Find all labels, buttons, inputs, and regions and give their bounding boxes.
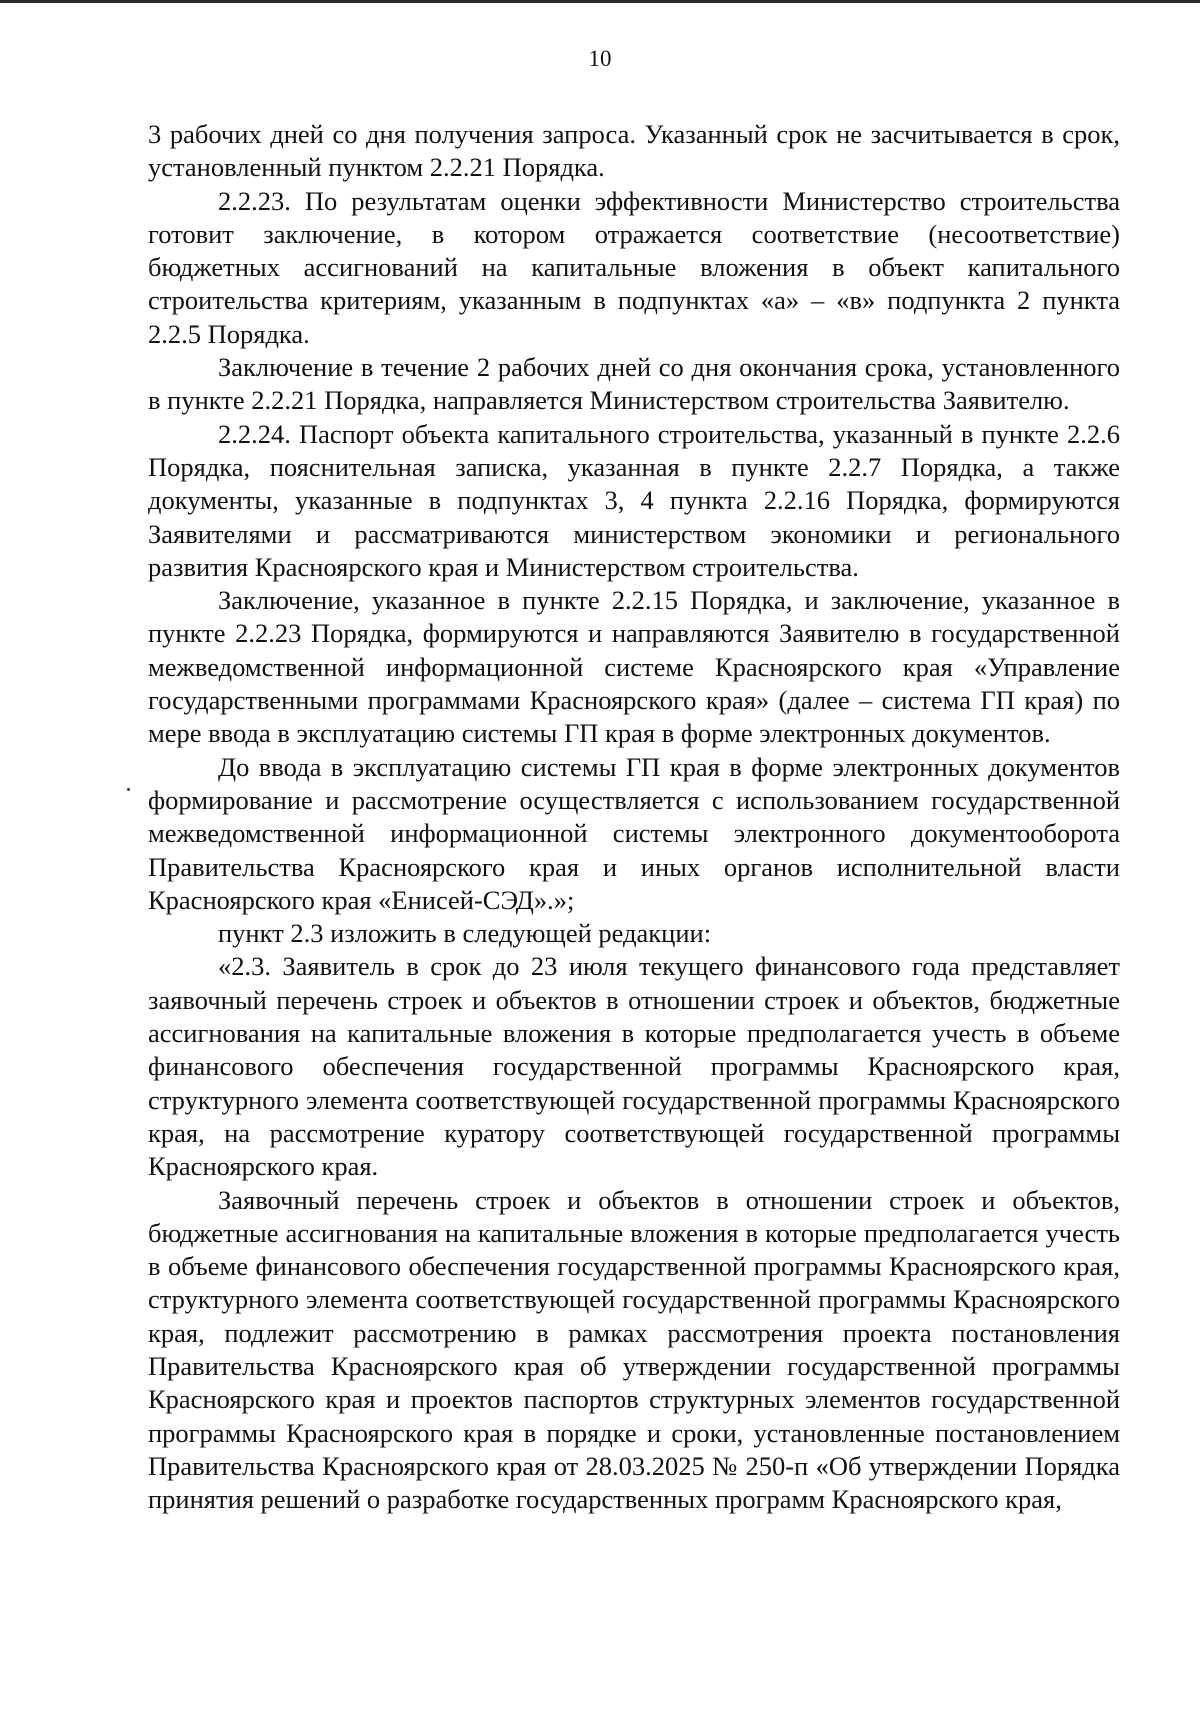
paragraph-4: 2.2.24. Паспорт объекта капитального строительства, указанный в пункте 2.2.6 Порядка, пояснительная записка, указанная в пункте 2.2.7 Порядка, а также документы, указанные в подпунктах 3, 4 пункта 2.2.16 Порядка, формируются Заявителями и рассматриваются министерством экономики и регионального развития Красноярского края и Министерством строительства. [148,418,1120,582]
paragraph-6: До ввода в эксплуатацию системы ГП края в форме электронных документов формирование и рассмотрение осуществляется с использованием государственной межведомственной информационной системы электронного документооборота Правительства Красноярского края и иных органов исполнительной власти Красноярского края «Енисей-СЭД».»; [148,751,1120,915]
paragraph-5: Заключение, указанное в пункте 2.2.15 Порядка, и заключение, указанное в пункте 2.2.23 Порядка, формируются и направляются Заявителю в государственной межведомственной информационной системе Красноярского края «Управление государственными программами Красноярского края» (далее – система ГП края) по мере ввода в эксплуатацию системы ГП края в форме электронных документов. [148,585,1120,749]
paragraph-8: «2.3. Заявитель в срок до 23 июля текущего финансового года представляет заявочный перечень строек и объектов в отношении строек и объектов, бюджетные ассигнования на капитальные вложения в которые предполагается учесть в объеме финансового обеспечения государственной программы Красноярского края, структурного элемента соответствующей государственной программы Красноярского края, на рассмотрение куратору соответствующей государственной программы Красноярского края. [148,951,1120,1182]
paragraph-7: пункт 2.3 изложить в следующей редакции: [218,918,712,949]
page-number: 10 [588,46,612,71]
paragraph-1: 3 рабочих дней со дня получения запроса. Указанный срок не засчитывается в срок, установленный пунктом 2.2.21 Порядка. [148,119,1120,183]
margin-mark [127,788,130,791]
top-scan-edge [0,0,1200,3]
paragraph-9: Заявочный перечень строек и объектов в отношении строек и объектов, бюджетные ассигнования на капитальные вложения в которые предполагается учесть в объеме финансового обеспечения государственной программы Красноярского края, структурного элемента соответствующей государственной программы Красноярского края, подлежит рассмотрению в рамках рассмотрения проекта постановления Правительства Красноярского края об утверждении государственной программы Красноярского края и проектов паспортов структурных элементов государственной программы Красноярского края в порядке и сроки, установленные постановлением Правительства Красноярского края от 28.03.2025 № 250-п «Об утверждении Порядка принятия решений о разработке государственных программ Красноярского края, [148,1184,1120,1515]
document-body [148,118,1120,1516]
paragraph-3: Заключение в течение 2 рабочих дней со дня окончания срока, установленного в пункте 2.2.21 Порядка, направляется Министерством строительства Заявителю. [148,352,1120,416]
paragraph-2: 2.2.23. По результатам оценки эффективности Министерство строительства готовит заключение, в котором отражается соответствие (несоответствие) бюджетных ассигнований на капитальные вложения в объект капитального строительства критериям, указанным в подпунктах «а» – «в» подпункта 2 пункта 2.2.5 Порядка. [148,185,1120,349]
